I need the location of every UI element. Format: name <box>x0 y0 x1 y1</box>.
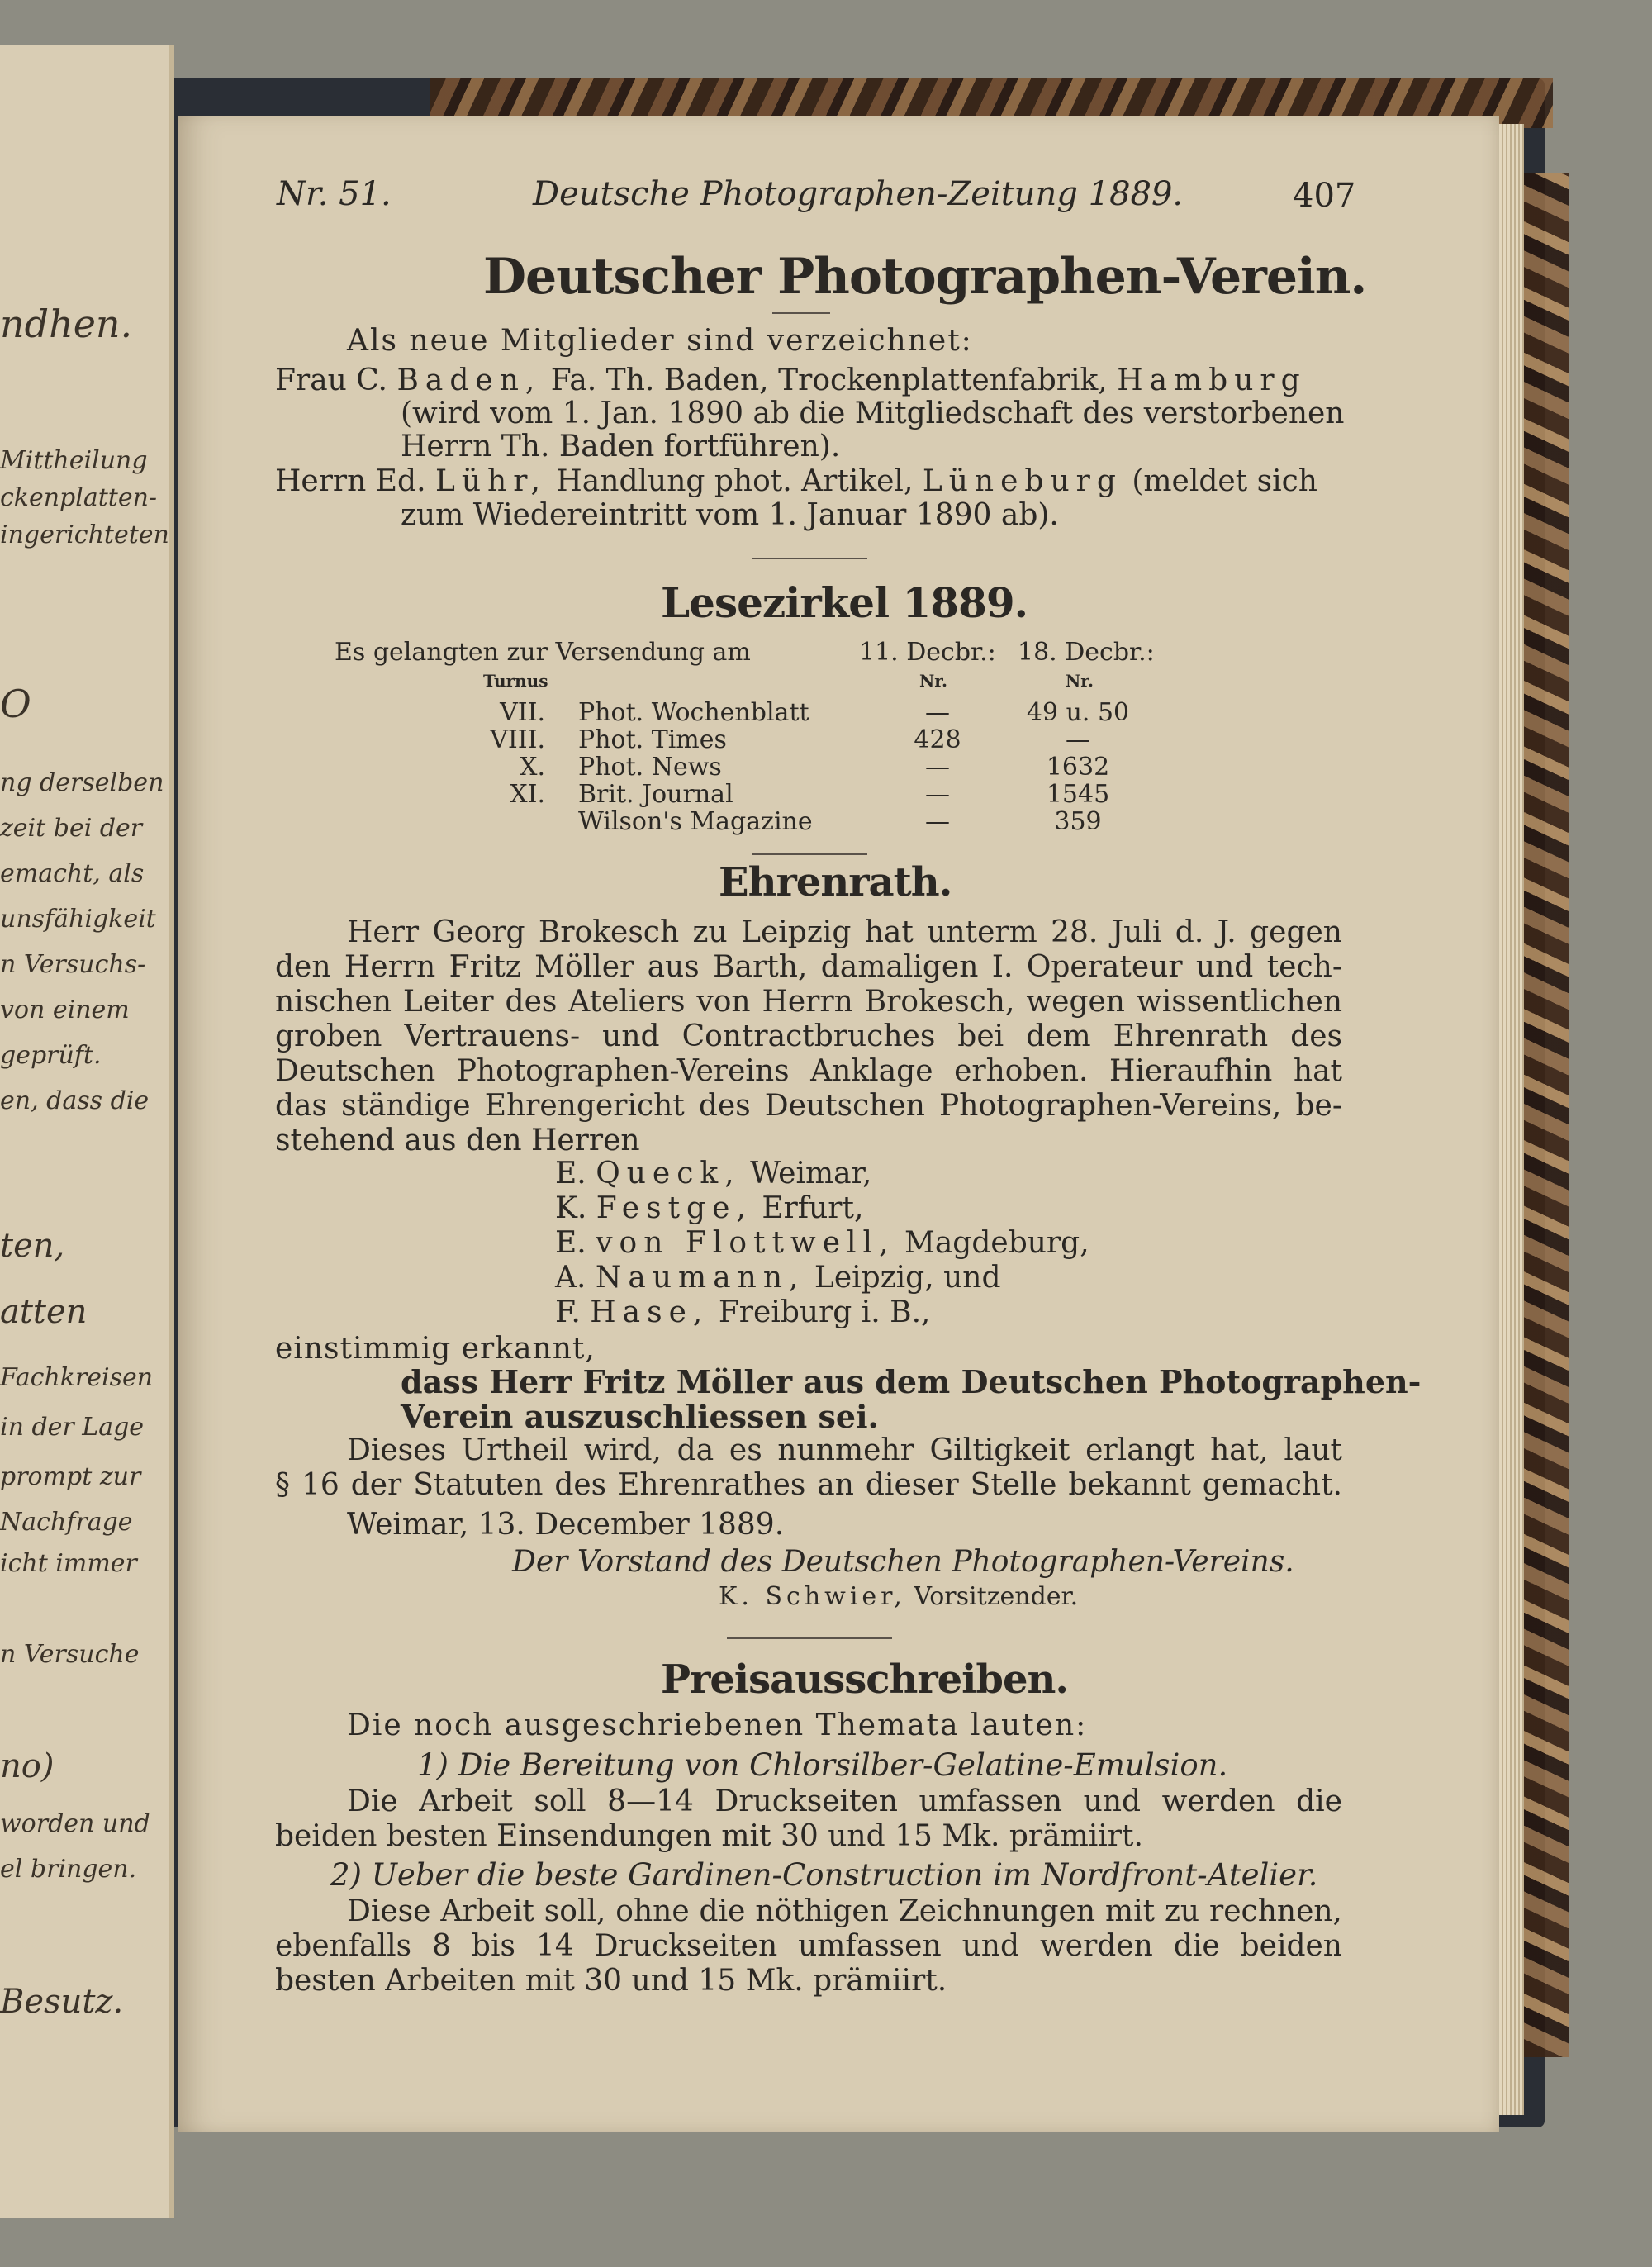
text: (meldet sich <box>1132 464 1317 498</box>
member-city: Freiburg i. B., <box>718 1295 931 1329</box>
value-cell: 1632 <box>1046 753 1110 782</box>
left-fragment: worden und <box>0 1809 150 1838</box>
left-fragment: atten <box>0 1293 88 1331</box>
signer <box>719 1582 1078 1611</box>
left-fragment: Nachfrage <box>0 1508 133 1537</box>
member-city: Erfurt, <box>762 1191 864 1225</box>
initial: K. <box>555 1191 587 1225</box>
theme-2: 2) Ueber die beste Gardinen-Construction im Nordfront-Atelier. <box>330 1857 1318 1893</box>
member-2-line-2: zum Wiedereintritt vom 1. Januar 1890 ab). <box>401 498 1059 532</box>
journal-title: Deutsche Photographen-Zeitung 1889. <box>533 175 1184 213</box>
theme-2-text-line-1: Diese Arbeit soll, ohne die nöthigen Zeichnungen mit zu rechnen, <box>347 1894 1342 1928</box>
member-name: Lühr, <box>434 464 547 498</box>
member-name: Naumann, <box>595 1261 805 1295</box>
left-fragment: ten, <box>0 1227 65 1265</box>
left-fragment: ng derselben <box>0 768 164 797</box>
left-fragment: n Versuchs- <box>0 950 146 979</box>
text: Frau C. <box>275 364 387 397</box>
value-cell: — <box>925 753 950 782</box>
member-city: Magdeburg, <box>904 1226 1089 1260</box>
title-ornament <box>772 312 830 314</box>
signer-role: Vorsitzender. <box>914 1582 1079 1611</box>
left-fragment: Mittheilung <box>0 446 148 475</box>
member-name: Queck, <box>596 1157 741 1191</box>
list-item <box>555 1226 1089 1260</box>
journal-cell: Brit. Journal <box>578 780 733 809</box>
section-divider <box>752 558 867 559</box>
section-title-verein: Deutscher Photographen-Verein. <box>483 248 1367 306</box>
text: Fa. Th. Baden, Trockenplattenfabrik, <box>550 364 1108 397</box>
journal-cell: Phot. Wochenblatt <box>578 698 809 727</box>
member-name: Baden, <box>396 364 542 397</box>
section-title-lesezirkel: Lesezirkel 1889. <box>661 578 1028 627</box>
left-fragment: Fachkreisen <box>0 1363 154 1392</box>
left-fragment: ingerichteten <box>0 520 169 549</box>
left-fragment: in der Lage <box>0 1413 145 1442</box>
theme-1: 1) Die Bereitung von Chlorsilber-Gelatine-Emulsion. <box>417 1747 1228 1783</box>
section-divider <box>752 853 867 855</box>
left-fragment: ndhen. <box>0 302 133 346</box>
urtheil-line-1: Dieses Urtheil wird, da es nunmehr Giltigkeit erlangt hat, laut <box>347 1433 1342 1467</box>
member-1-line-3: Herrn Th. Baden fortführen). <box>401 430 841 463</box>
member-city: Lüneburg <box>922 464 1123 498</box>
paragraph-line: nischen Leiter des Ateliers von Herrn Brokesch, wegen wissentlichen <box>275 985 1342 1019</box>
paragraph-line: Deutschen Photographen-Vereins Anklage erhoben. Hieraufhin hat <box>275 1054 1342 1088</box>
member-1-line-2: (wird vom 1. Jan. 1890 ab die Mitgliedschaft des verstorbenen <box>401 397 1345 430</box>
value-cell: 1545 <box>1046 780 1110 809</box>
section-title-ehrenrath: Ehrenrath. <box>719 859 952 905</box>
verein-intro: Als neue Mitglieder sind verzeichnet: <box>347 324 973 358</box>
column-header-11-decbr: 11. Decbr.: <box>859 638 996 667</box>
left-fragment: el bringen. <box>0 1855 137 1884</box>
paragraph-line: den Herrn Fritz Möller aus Barth, damaligen I. Operateur und tech- <box>275 950 1342 984</box>
issue-number: Nr. 51. <box>277 175 392 213</box>
einstimmig-line: einstimmig erkannt, <box>275 1332 596 1366</box>
list-item <box>555 1157 871 1191</box>
turnus-label: Turnus <box>483 671 548 691</box>
left-fragment: prompt zur <box>0 1462 141 1491</box>
left-fragment: zeit bei der <box>0 814 143 843</box>
value-cell: — <box>1066 725 1090 754</box>
value-cell: 359 <box>1054 807 1102 836</box>
text: Herrn Ed. <box>275 464 426 498</box>
member-name: Hase, <box>590 1295 710 1329</box>
left-fragment: unsfähigkeit <box>0 905 156 934</box>
urtheil-line-2: § 16 der Statuten des Ehrenrathes an dieser Stelle bekannt gemacht. <box>275 1468 1342 1502</box>
left-page-fragment <box>0 45 174 2218</box>
theme-1-text-line-2: beiden besten Einsendungen mit 30 und 15 Mk. prämiirt. <box>275 1819 1143 1853</box>
theme-2-text-line-2: ebenfalls 8 bis 14 Druckseiten umfassen und werden die beiden <box>275 1929 1342 1963</box>
member-city: Hamburg <box>1117 364 1307 397</box>
member-city: Weimar, <box>750 1157 872 1191</box>
left-fragment: n Versuche <box>0 1640 140 1669</box>
turnus-cell: XI. <box>510 780 545 809</box>
left-fragment: Besutz. <box>0 1983 124 2021</box>
left-fragment: emacht, als <box>0 859 145 888</box>
signer-name: K. Schwier, <box>719 1582 906 1611</box>
initial: E. <box>555 1226 586 1260</box>
marbled-cover-right <box>1520 173 1569 2057</box>
nr-label: Nr. <box>919 671 947 691</box>
member-name: Festge, <box>596 1191 752 1225</box>
turnus-cell: X. <box>520 753 545 782</box>
verdict-line-1: dass Herr Fritz Möller aus dem Deutschen Photographen- <box>401 1363 1422 1400</box>
list-item <box>555 1295 931 1329</box>
list-item <box>555 1261 1001 1295</box>
member-2-line-1 <box>275 464 1317 498</box>
member-city: Leipzig, und <box>814 1261 1001 1295</box>
paragraph-line: groben Vertrauens- und Contractbruches bei dem Ehrenrath des <box>275 1019 1342 1053</box>
left-fragment: no) <box>0 1747 55 1785</box>
verdict-line-2: Verein auszuschliessen sei. <box>401 1398 879 1435</box>
member-1-line-1 <box>275 364 1341 397</box>
value-cell: — <box>925 780 950 809</box>
left-fragment: icht immer <box>0 1549 137 1578</box>
left-fragment: ckenplatten- <box>0 483 158 512</box>
initial: F. <box>555 1295 581 1329</box>
page-number: 407 <box>1293 177 1356 215</box>
preis-intro: Die noch ausgeschriebenen Themata lauten: <box>347 1709 1088 1742</box>
value-cell: — <box>925 807 950 836</box>
value-cell: 49 u. 50 <box>1026 698 1130 727</box>
section-title-preisausschreiben: Preisausschreiben. <box>661 1656 1069 1703</box>
page-edges <box>1499 124 1524 2115</box>
text: Handlung phot. Artikel, <box>556 464 914 498</box>
lesezirkel-intro: Es gelangten zur Versendung am <box>335 638 751 667</box>
journal-cell: Wilson's Magazine <box>578 807 813 836</box>
nr-label: Nr. <box>1066 671 1094 691</box>
place-date: Weimar, 13. December 1889. <box>347 1508 785 1542</box>
initial: E. <box>555 1157 586 1191</box>
value-cell: — <box>925 698 950 727</box>
theme-2-text-line-3: besten Arbeiten mit 30 und 15 Mk. prämiirt. <box>275 1964 947 1998</box>
paragraph-line: Herr Georg Brokesch zu Leipzig hat unterm 28. Juli d. J. gegen <box>347 915 1342 949</box>
left-fragment: en, dass die <box>0 1086 150 1115</box>
left-fragment: geprüft. <box>0 1041 102 1070</box>
left-fragment: O <box>0 682 31 726</box>
paragraph-line: stehend aus den Herren <box>275 1124 640 1157</box>
turnus-cell: VII. <box>500 698 545 727</box>
paragraph-line: das ständige Ehrengericht des Deutschen Photographen-Vereins, be- <box>275 1089 1342 1123</box>
theme-1-text-line-1: Die Arbeit soll 8—14 Druckseiten umfassen und werden die <box>347 1785 1342 1818</box>
column-header-18-decbr: 18. Decbr.: <box>1018 638 1155 667</box>
section-divider <box>727 1637 892 1639</box>
journal-cell: Phot. News <box>578 753 722 782</box>
member-name: von Flottwell, <box>596 1226 895 1260</box>
value-cell: 428 <box>914 725 961 754</box>
journal-cell: Phot. Times <box>578 725 727 754</box>
initial: A. <box>555 1261 586 1295</box>
signature-board: Der Vorstand des Deutschen Photographen-Vereins. <box>512 1545 1294 1579</box>
left-fragment: von einem <box>0 996 130 1024</box>
list-item <box>555 1191 863 1225</box>
turnus-cell: VIII. <box>490 725 545 754</box>
